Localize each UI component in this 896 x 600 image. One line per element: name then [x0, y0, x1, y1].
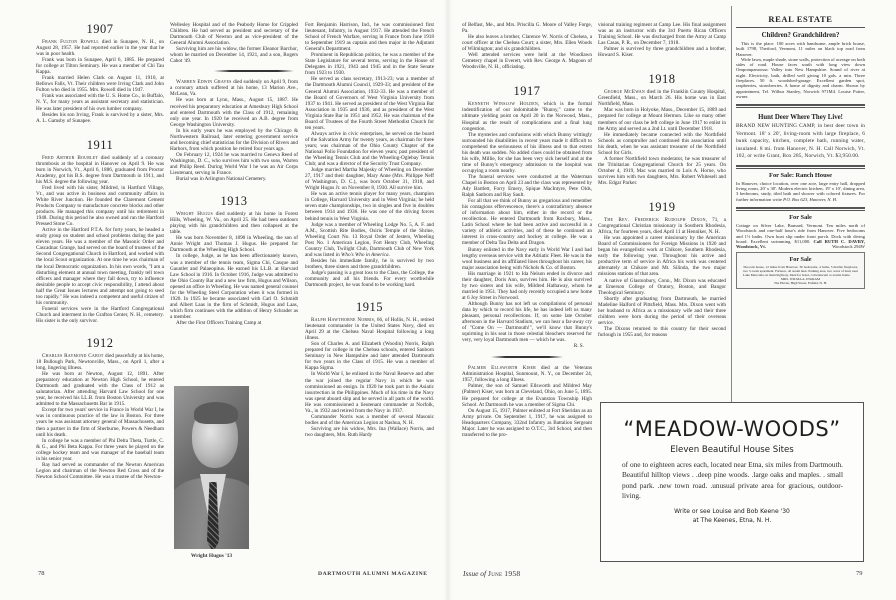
obit-paragraph: Surviving are his widow, Mrs. Ina (Wallace) Norris, and two daughters, Mrs. Ruth Hardy — [305, 425, 434, 438]
ad-hunting-camp — [736, 114, 865, 161]
ad-text: 36-room house, 12 miles from Hanover, 30 bedrooms, 4 baths, 3 marble fireplaces, two 5-room apartment. Furnace, oil steam heat. Parking area, two acres of land, near Lake Mascoma on main highway. Ideal for hotel, convalescent or tourist home. MRS. WILMA A. INGRAM The Haven, High Street, Enfield, N. H. — [743, 265, 858, 286]
obit-paragraph: He was born at Newton, August 12, 1891. After preparatory education at Newton High School, he entered Dartmouth and graduated with the Class of 1912 as salutatorian. After attending Harvard Law School for one year, he received his LL.B. from Boston University and was admitted to the Massachusetts Bar in 1915. — [36, 371, 164, 408]
rule — [736, 104, 865, 108]
obit-paragraph: Fred lived with his sister, Mildred, in Hartford Village, Vt., and was active in business and community affairs in White River Junction. He founded the Claremont Cement Products Company to manufacture concrete blocks and other products. He managed this company until his retirement in 1948. During this period he also owned and ran the Hartford Pressed Stone Co. — [36, 184, 164, 228]
obit-paragraph: Although Bunny has not left us compilations of personal data by which to record his life, he has indeed left us many pleasant, personal recollections. If, on some late October afternoon in the Harvard Stadium, we can hear a far-away cry of "Come On — Dartmouth!", we'll know that Bunny's squirming in his seat in those celestial bleachers reserved for very, very loyal Dartmouth men — which he was. — [462, 300, 592, 344]
obit-paragraph: He was born November 8, 1890 in Wheeling, the son of Annie Wright and Thomas J. Hugus. He prepared for Dartmouth at the Wheeling High School. — [170, 235, 298, 254]
obit-paragraph: In college, Judge, as he has been affectionately known, was a member of the tennis team, Sigma Chi, Casque and Gauntlet and Palaeopitus. He earned his LL.B. at Harvard Law School in 1916. In October 1916, Judge was admitted to the Ohio County Bar and a new law firm, Hugus and Wilson, opened an office in Wheeling. He was named general counsel for the Wheeling Steel Corporation when it was formed in 1920. In 1925 he became associated with Carl O. Schmidt and Albert Laas in the firm of Schmidt, Hugus and Laas, which firm continues with the addition of Henry Schrader as a member. — [170, 253, 298, 320]
obit-paragraph: Besides his son Irving, Frank is survived by a sister, Mrs. A. L. Gamsby of Sunapee. — [36, 111, 164, 124]
ad-heading: For Sale: Ranch House — [769, 171, 832, 179]
obit-paragraph: Judge married Martha Majesky of Wheeling on December 27, 1917 and their daughter, Mary Anne (Mrs. Philippe Neff of Washington, D. C.), was born October 31, 1918, and Wright Hugus Jr. on November 8, 1930. All survive him. — [305, 167, 434, 192]
obit-paragraph: Palmer, the son of Samuel Ellsworth and Mildred May (Palmer) Kiser, was born at Cleveland, Ohio, on June 5, 1895. He prepared for college at the Evanston Township High School. At Dartmouth he was a member of Sigma Chi. — [462, 383, 592, 408]
rule — [736, 27, 865, 29]
obit-paragraph: After the First Officers Training Camp at — [176, 319, 262, 326]
obit-paragraph: Palmer Ellsworth Kiser died at the Veterans Administration Hospital, Sunmount, N. Y., on December 24, 1957, following a long illness. — [462, 365, 592, 384]
obit-paragraph: The Dixons returned to this country for their second furlough in 1955 and, for reasons — [598, 325, 726, 338]
running-head: DARTMOUTH ALUMNI MAGAZINE — [318, 571, 428, 577]
obit-paragraph: Burial was in Arlington National Cemetery. — [176, 176, 267, 183]
class-year-1907: 1907 — [86, 22, 114, 36]
issue-date: Issue of June 1958 — [463, 569, 521, 578]
ad-subtitle: Eleven Beautiful House Sites — [670, 445, 794, 455]
obit-paragraph: Kenneth Winslow Holden, which is the formal indentification of our indomitable "Bunny," came to the ultimate yielding point on April 20 in the Norwood, Mass., Hospital as the result of complications and a final lung congestion. — [462, 101, 592, 132]
obit-paragraph: Besides his immediate family, he is survived by two brothers, three sisters and three grandchildren. — [305, 257, 434, 270]
obit-paragraph: The Rev. Frederick Rudolph Dixon, 71, a Congregational Christian missionary in Southern Rhodesia, Africa, for fourteen years, died April 11 at Henniker, N. H. — [598, 217, 726, 236]
obit-paragraph: The funeral services were conducted at the Waterman Chapel in Boston on April 23 and the class was represented by Ady Bartlett, Forry Emery, Spique MacIntyre, Pete Olds, Ralph Sanborn and Ray Sault. — [462, 173, 592, 199]
obit-paragraph: Judge was a member of Wheeling Lodge No. 5, A. F. and A.M., Scottish Rite Bodies, Osiris Temple of the Shrine, Wheeling Court No. 13 Royal Order of Jesters, Wheeling Post No. 1 American Legion, Fort Henry Club, Wheeling Country Club, Twilight Club, Dartmouth Club of New York and was listed in Who's Who in America. — [305, 221, 434, 258]
class-year-1918: 1918 — [648, 72, 676, 87]
obit-paragraph: Funeral services were in the Hartford Congregational Church and interment in the Grafton Center, N. H., cemetery. His sister is the only survivor. — [36, 305, 164, 324]
obit-paragraph: On February 12, 1924 he was married to Geneva Reed of Washington, D. C., who survives him with two sons, Warren and Philip Reed. During World War I he was an Air Corps Lieutenant, serving in France. — [170, 151, 298, 177]
obit-paragraph: Surviving him are his widow, the former Eleanor Barchor, whom he married on December 14, 1921, and a son, Rogers Cabot '49. — [170, 46, 298, 65]
ad-text: In Hanover, choice location, over one acre, large entry hall, dropped living room, 20' x 30'. Modern electric kitchen, 19' x 10', dining area, 3 bedrooms, study, tiled bath and shower with colored fixtures. For further information write P.O. Box 623, Hanover, N. H. — [736, 180, 865, 202]
class-year-1913: 1913 — [220, 194, 248, 209]
meadow-woods-ad — [600, 402, 864, 562]
obit-paragraph: Charles Raymond Cabot died peacefully at his home, 18 Bullough Park, Newtonville, Mass., on April 1, after a long, lingering illness. — [36, 352, 164, 372]
obit-paragraph: Bunny enlisted in the Navy early in World War I and had lengthy overseas service with the Adriatic Fleet. He was in the wool business and its affiliated lines throughout his career, his major association being with Nichols & Co. of Boston. — [462, 246, 592, 271]
obit-paragraph: Frank was associated with the U. S. Home Co., in Buffalo, N. Y., for many years as assistant secretary and statistician. He was later president of his own lumber company. — [36, 93, 164, 112]
obit-paragraph: Palmer is survived by three grandchildren and a brother, Howard S. Kiser. — [598, 46, 726, 59]
obit-paragraph: His marriage in 1921 to Ida Nelson ended in divorce and their daughter, Doris Ann, survives him. He is also survived by two sisters and his wife, Mildred Hathaway, whom he married in 1951. They had only recently occupied a new home at 6 Joy Street in Norwood. — [462, 270, 592, 301]
obit-paragraph: In college he was a member of Phi Delta Theta, Turtle, C. & G., and Phi Beta Kappa. For three years he played on the college hockey team and was manager of the baseball team in his senior year. — [36, 437, 164, 462]
ad-text: Wide lawn, maple shade, stone walls, protection of acreage on both sides of road. House faces south with long view down Ompompanoosuc Valley into New Hampshire. Sound of river at night. Electricity, bath, drilled well giving 10 gals. a min. Three fireplaces. 50 ft. woodshed-garage. Excellent garden spot, raspberries, strawberries. A home of dignity and charm. Shown by appointment, Tel. Wilbur Stanley, Norwich 971M4. Louise Potter, owner. — [736, 56, 865, 99]
real-estate-section — [731, 6, 865, 448]
obit-paragraph: He was appointed a career missionary by the American Board of Commissioners for Foreign Missions in 1920 and began his evangelistic work at Chikore, Southern Rhodesia, early the following year. Throughout his active and productive term of service in Africa his work was centered alternately at Chikore and Mt. Silinda, the two major missions stations of that area. — [598, 235, 726, 278]
obit-paragraph: Wellesley Hospital and of the Peabody Home for Crippled Children. He had served as president and secretary of the Dartmouth Club of Newton and as vice-president of the General Alumni Association. — [170, 22, 298, 47]
right-column-2 — [598, 22, 726, 390]
obit-paragraph: He also leaves a brother, Clarence W. Norris of Chelsea, a court officer at the Chelsea Court; a sister, Mrs. Ellen Woods of Wilmington; and six grandchildren. — [462, 34, 592, 53]
page-number-79: 79 — [856, 570, 863, 577]
class-year-1919: 1919 — [648, 200, 676, 215]
obit-paragraph: Shortly after graduating from Dartmouth, he married Madeline Halford of Pittsfield, Mass. Mrs. Dixon went with her husband to Africa as a missionary wife and their three children were born during the period of their overseas service. — [598, 295, 726, 326]
class-year-1912: 1912 — [86, 335, 114, 350]
obit-paragraph: Frank Fulton Rowell died in Sunapee, N. H., on August 28, 1957. He had reported earlier in the year that he was in poor health. — [36, 39, 164, 58]
section-divider — [491, 356, 563, 358]
obit-paragraph: Active in the Hartford P.T.A. for forty years, he headed a study group on student and school problems during the past eleven years. He was a member of the Masonic Order and Cascadnac Grange, had served on the board of trustees of the Second Congregational Church in Hartford, and worked with the local Scout organization. At one time he was chairman of the local Democratic organization. In his own words, "I am a disturbing element at annual town meeting, frankly tell town officers and manager where they fall down, try to influence desirable people to accept civic responsibility, I attend about half the Great Issues lectures and attempt not going to seed too rapidly." He was indeed a competent and useful citizen of his community. — [36, 227, 164, 306]
ad-text: BRAND NEW HUNTING CAMP, in best deer town in Vermont. 18' x 20', living-room with large fireplace, 6 bunk capacity, kitchen, complete bath, running water, insulated. 8 mi. from Hanover, N. H. Call Norwich, Vt. 102, or write Grant, Box 285, Norwich, Vt. $3,950.00. — [736, 123, 865, 160]
obit-paragraph: In his early years he was employed by the Chicago & Northwestern Railroad, later entering government service and becoming chief statistician for the Division of Rivers and Harbors, from which position he retired four years ago. — [170, 127, 298, 152]
ad-thetford-house — [736, 32, 865, 99]
ad-contact: Write or see Louise and Bob Keene '30 at The Keenes, Etna, N. H. — [674, 507, 790, 524]
ad-silver-lake-cottage — [736, 214, 865, 249]
ad-ranch-house — [736, 172, 865, 202]
obit-paragraph: He was born at Lynn, Mass., August 15, 1887. He received his preparatory education at Amesbury High School and entered Dartmouth with the Class of 1912, remaining only one year. In 1920 he received an A.B. degree from George Washington University. — [170, 97, 298, 128]
obit-paragraph: Frank was born in Sunapee, April 6, 1885. He prepared for college at Tilton Seminary. He was a member of Chi Tau Kappa. — [36, 57, 164, 76]
obit-paragraph: He immediately became connected with the Northfield Schools as comptroller and continued this association until his death, when he was assistant treasurer of the Northfield School for Girls. — [598, 131, 726, 156]
obit-paragraph: George McEwan died in the Franklin County Hospital, Greenfield, Mass., on March 26. His home was in East Northfield, Mass. — [598, 89, 726, 108]
obit-paragraph: The mysteries and confusions with which Bunny wittingly surrounded his disabilities in recent years made it difficult to comprehend the seriousness of his illness and to that extent his death was sudden. No added clues could be obtained from his wife, Millie, for she has been very sick herself and at the time of Bunny's emergency admission to the hospital was occupying a room nearby. — [462, 131, 592, 174]
obit-paragraph: In World War I, he enlisted in the Naval Reserve and after the war joined the regular Navy in which he was commissioned an ensign. In 1920 he took part in the Asiatic insurrection in the Philippines. Much of his time in the Navy was spent aboard ship and he served in all parts of the world. He was commissioned a lieutenant commander at Norfolk, Va., in 1932 and retired from the Navy in 1937. — [305, 371, 434, 414]
obit-paragraph: visional training regiment at Camp Lee. His final assignment was as an instructor with the 3rd Puerto Rican Officers Training School. He was discharged from the Army at Camp Las Casas, P. R., on December 7, 1918. — [598, 22, 726, 47]
class-year-1917: 1917 — [513, 84, 541, 99]
obit-paragraph: Always active in civic enterprises, he served on the board of the Salvation Army for twenty years, as chairman for three years; was chairman of the Ohio County Chapter of the National Polio Foundation for eleven years; past president of the Wheeling Tennis Club and the Wheeling-Oglebay Tennis Club; and was a director of the Security Trust Company. — [305, 130, 434, 168]
ad-title: “MEADOW-WOODS” — [623, 417, 841, 441]
obit-paragraph: Warren Edwin Graves died suddenly on April 9, from a coronary attack suffered at his home, 13 Marion Ave., McLean, Va. — [170, 79, 298, 98]
obit-paragraph: Frank married Helen Clark on August 11, 1910, at Bellows Falls, Vt. Their children were Irving Clark and John Fulton who died in 1955. Mrs. Rowell died in 1947. — [36, 75, 164, 94]
obit-paragraph: Judge's passing is a great loss to the Class, the College, the community and all his friends. For every worthwhile Dartmouth project, he was found to be working hard. — [305, 269, 434, 289]
class-year-1915: 1915 — [356, 300, 383, 315]
obit-paragraph: Commander Norris was a member of several Masonic bodies and of the American Legion at Nashua, N. H. — [305, 413, 434, 426]
obit-paragraph: Ray had served as commander of the Newton American Legion and chairman of the Newton Red Cross and of the Newton School Committee. He was a trustee of the Newton- — [36, 461, 164, 480]
ad-text: Cottage on Silver Lake, Barnard, Vermont. Ten miles north of Woodstock and one-half hour's ride from Hanover. Five bedrooms and 1½ baths. Own boat slip under front porch. Dock with diving board. Excellent swimming. $11,000. Call RUTH C. DAVRY, Woodstock, Vt. Woodstock 294W — [736, 222, 865, 250]
photo-caption: Wright Hugus '13 — [190, 553, 233, 559]
ad-heading: For Sale — [789, 256, 812, 264]
obit-paragraph: Fort Benjamin Harrison, Ind., he was commissioned first lieutenant, Infantry, in August 1917. He attended the French School of French Warfare, serving in France from June 1918 to September 1919 as captain and then major in the Adjutant General's Department. — [305, 22, 434, 53]
rule — [736, 207, 865, 211]
obit-paragraph: On August 15, 1917, Palmer enlisted at Fort Sheridan as an Army private. On September 1, 1917, he was assigned to Headquarters Company, 332nd Infantry as Battalion Sergeant Major. Later he was assigned to O.T.C., 3rd School, and then transferred to the pro- — [462, 407, 592, 438]
obit-paragraph: Prominent in Republican politics, he was a member of the State Legislature for several terms, serving in the House of Delegates in 1921, 1943 and 1945 and in the State Senate from 1923 to 1930. — [305, 52, 434, 77]
obit-paragraph: A former Northfield town moderator, he was treasurer of the Trinitarian Congregational Church for 25 years. On October 4, 1919, Mac was married to Lois A. Horne, who survives him with two daughters, Mrs. Robert Whitesell and Mrs. Edgar Parker. — [598, 155, 726, 186]
ad-enfield-house — [736, 252, 865, 289]
obit-paragraph: He served as class secretary, 1913-23; was a member of the Dartmouth Alumni Council, 1929-33; and president of the General Alumni Association, 1932-33. He was a member of the Board of Governors of West Virginia University from 1937 to 1941. He served as president of the West Virginia Bar Association in 1935 and 1936, and as president of the West Virginia State Bar in 1951 and 1952. He was chairman of the Board of Trustees of the Fourth Street Methodist Church for ten years. — [305, 76, 434, 131]
obit-paragraph: Mac was born in Holyoke, Mass., December 15, 1889 and prepared for college at Mount Hermon. Like so many other members of our class he left college in June 1917 to enlist in the Army and served as a 2nd Lt. until December 1918. — [598, 107, 726, 132]
ad-heading: Hunt Deer Where They Live! — [758, 114, 843, 122]
ad-body: of one to eighteen acres each, located near Etna, six miles from Dartmouth. Beautiful hilltop views . .deep pine woods. .large oaks and maples. . small pond park. .new town road. .unusual private area for gracious, outdoor-living. — [622, 460, 843, 501]
page-number-78: 78 — [38, 570, 45, 577]
right-column-1 — [462, 22, 592, 562]
author-signature: R. S. — [573, 343, 584, 350]
obit-paragraph: of Belfast, Me., and Mrs. Priscilla G. Moore of Valley Forge, Pa. — [462, 22, 592, 35]
obit-paragraph: Ralph Hawthorne Norris, 66, of Hollis, N. H., retired lieutenant commander in the United States Navy, died on April 29 at the Chelsea Naval Hospital following a long illness. — [305, 317, 434, 342]
obit-paragraph: Wright Hugus died suddenly at his home in Forest Hills, Wheeling, W. Va., on April 25. He had been outdoors playing with his grandchildren and then collapsed at the table. — [170, 211, 298, 236]
obit-paragraph: Except for two years' service in France in World War I, he was in continuous practice of the law in Boston. For three years he was assistant attorney general of Massachusetts, and then a partner in the firm of Sherburne, Powers & Needham until his death. — [36, 407, 164, 438]
obit-paragraph: Well attended services were held at the Woodlawn Cemetery chapel in Everett, with Rev. George A. Magoon of Woodsville, N. H., officiating. — [462, 52, 592, 71]
real-estate-title: REAL ESTATE — [768, 14, 833, 24]
obit-paragraph: Fred Arthur Bourlet died suddenly of a coronary thrombosis at the hospital in Hanover on April 9. He was born in Norwich, Vt., April 6, 1886, graduated from Proctor Academy, got his B.S. degree from Dartmouth in 1911, and his M.S. degree the following year. — [36, 154, 164, 185]
ad-heading: Children? Grandchildren? — [761, 32, 840, 39]
ad-text: This is the place. 100 acres with handsome, ample brick house, built 1798, Thetford, Vermont, 11 miles on black top road from Hanover. — [736, 41, 865, 57]
obit-paragraph: A native of Glastonbury, Conn., Mr. Dixon was educated at Emerson College of Oratory, Boston, and Bangor Theological Seminary. — [598, 277, 726, 296]
obit-paragraph: For all that we think of Bunny as gregarious and remember his contagious effervescence, there's a contradictory absence of information about him, either in the record or the recollection. He entered Dartmouth from Roxbury, Mass., Latin School where he had been active and successful in a variety of athletic activities, and of these he continued an interest in cross-country and hockey at college. He was a member of Delta Tau Delta and Dragon. — [462, 198, 592, 247]
rule — [736, 165, 865, 169]
class-year-1911: 1911 — [86, 137, 114, 152]
ad-heading: For Sale — [789, 213, 812, 221]
obit-paragraph: He was an active tennis player for many years, champion in College, Harvard University and in West Virginia; he held seven state championships, two in singles and five in doubles between 1914 and 1936. He was one of the driving forces behind tennis in West Virginia. — [305, 191, 434, 222]
obit-paragraph: Son of Charles A. and Elizabeth (Woodin) Norris, Ralph prepared for college in the Chelsea schools, entered Sanborn Seminary in New Hampshire and later attended Dartmouth for two years in the Class of 1915. He was a member of Kappa Sigma. — [305, 341, 434, 372]
